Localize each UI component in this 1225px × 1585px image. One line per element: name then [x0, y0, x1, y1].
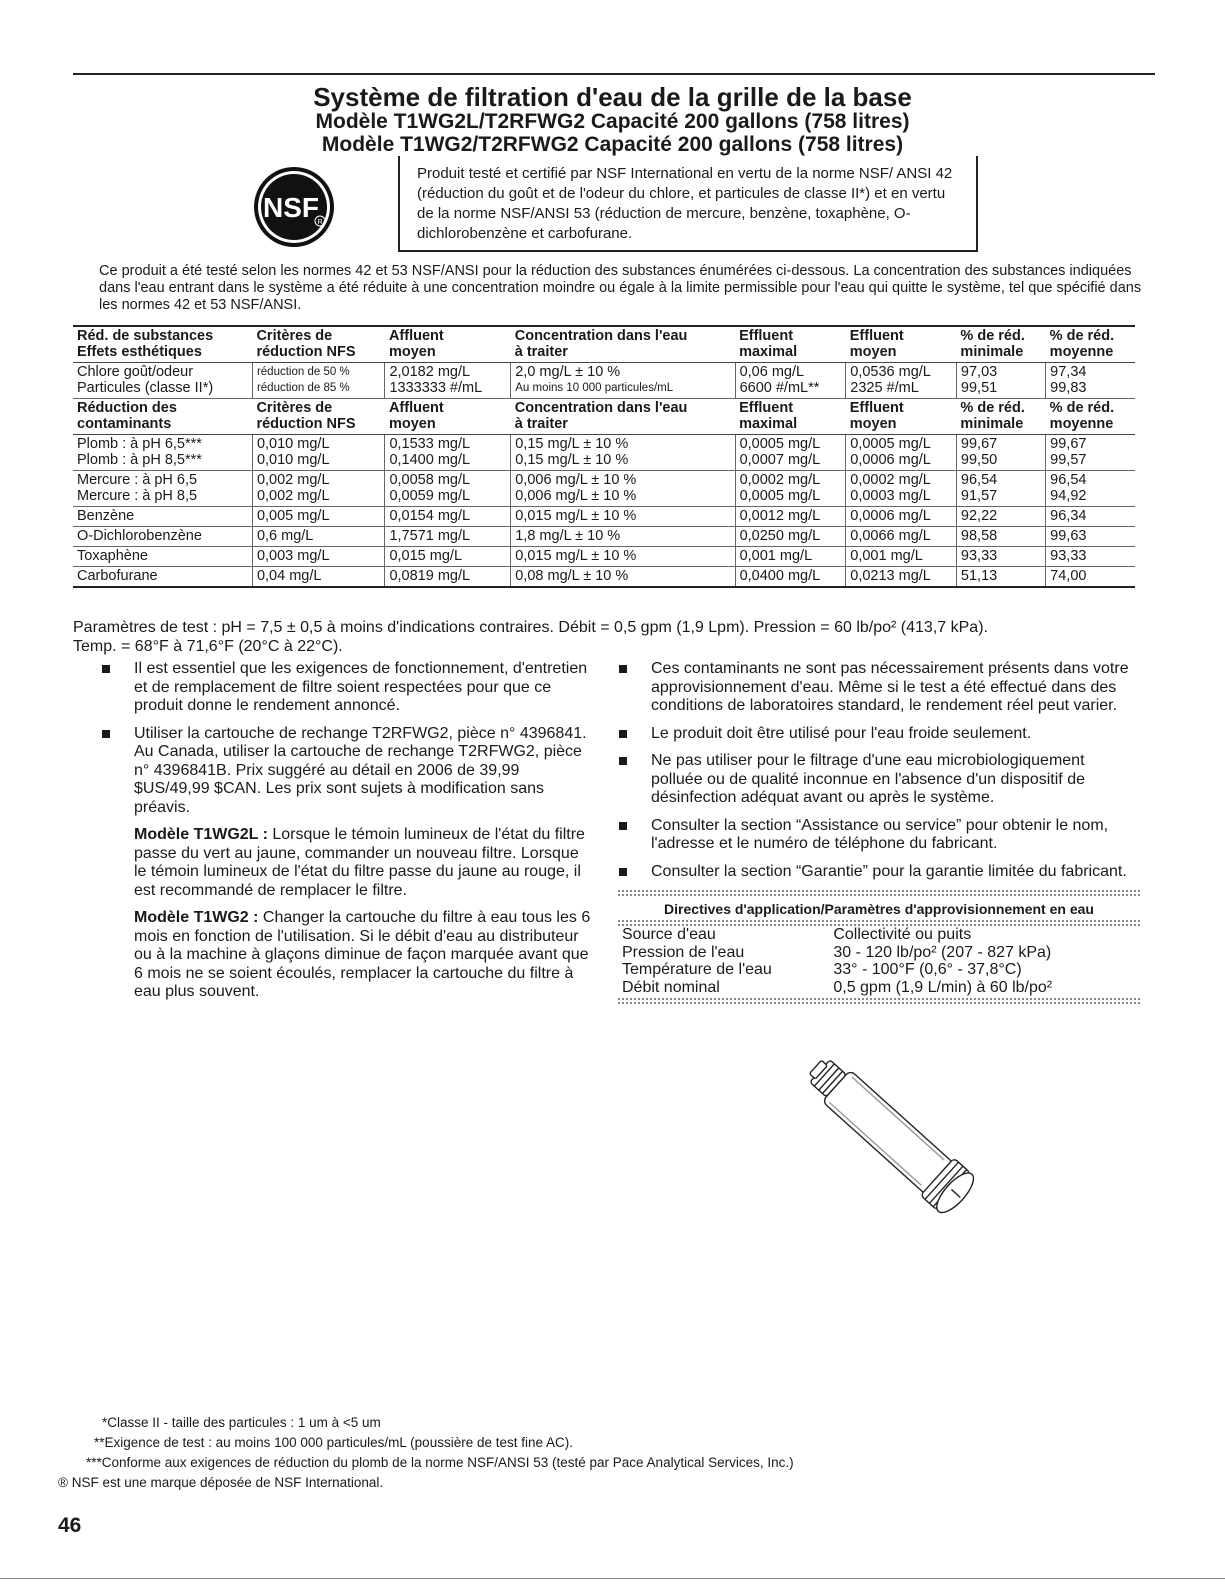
bottom-rule [0, 1578, 1225, 1579]
test-parameters: Paramètres de test : pH = 7,5 ± 0,5 à moins d'indications contraires. Débit = 0,5 gpm (1,9 Lpm). Pression = 60 lb/po² (413,7 kPa). Temp. = 68°F à 71,6°F (20°C à 22°C). [73, 619, 988, 655]
model-subtitle-1: Modèle T1WG2L/T2RFWG2 Capacité 200 gallons (758 litres) [315, 110, 910, 133]
table-row: Benzène 0,005 mg/L 0,0154 mg/L 0,015 mg/L ± 10 % 0,0012 mg/L 0,0006 mg/L 92,22 96,34 [73, 507, 1135, 527]
filter-cartridge-illustration [785, 1040, 1005, 1240]
bullet-icon [102, 665, 110, 673]
footnote-1: *Classe II - taille des particules : 1 um à <5 um [102, 1415, 381, 1430]
table-row: O-Dichlorobenzène 0,6 mg/L 1,7571 mg/L 1,8 mg/L ± 10 % 0,0250 mg/L 0,0066 mg/L 98,58 99,63 [73, 527, 1135, 547]
footnote-4: ® NSF est une marque déposée de NSF International. [58, 1475, 384, 1490]
page-title: Système de filtration d'eau de la grille de la base [313, 82, 912, 112]
table-row: Plomb : à pH 6,5*** Plomb : à pH 8,5*** 0,010 mg/L 0,010 mg/L 0,1533 mg/L 0,1400 mg/L 0,15 mg/L ± 10 % 0,15 mg/L ± 10 % 0,0005 mg/L 0,0007 mg/L 0,0005 mg/L 0,0006 mg/L 99,67 99,50 99,67 99,57 [73, 435, 1135, 471]
bullet-icon [619, 665, 627, 673]
intro-paragraph: Ce produit a été testé selon les normes 42 et 53 NSF/ANSI pour la réduction des substances énumérées ci-dessous. La concentration des substances indiquées dans l'eau entrant dans le système a été réduite à une concentration moindre ou égale à la limite permissible pour l'eau qui quitte le système, tel que spécifié dans les normes 42 et 53 NSF/ANSI. [99, 263, 1142, 313]
list-item: Il est essentiel que les exigences de fonctionnement, d'entretien et de remplacement de filtre soient respectées pour que ce produit donne le rendement annoncé. [101, 660, 591, 716]
table-row: Chlore goût/odeur Particules (classe II*) réduction de 50 % réduction de 85 % 2,0182 mg/L 1333333 #/mL 2,0 mg/L ± 10 % Au moins 10 000 particules/mL 0,06 mg/L 6600 #/mL** 0,0536 mg/L 2325 #/mL 97,03 99,51 97,34 99,83 [73, 363, 1135, 399]
table-header-contaminants: Réduction des contaminants Critères de réduction NFS Affluent moyen Concentration dans l'eau à traiter Effluent maximal Effluent moyen % de réd. minimale % de réd. moyenne [73, 399, 1135, 435]
table-row: Mercure : à pH 6,5 Mercure : à pH 8,5 0,002 mg/L 0,002 mg/L 0,0058 mg/L 0,0059 mg/L 0,006 mg/L ± 10 % 0,006 mg/L ± 10 % 0,0002 mg/L 0,0005 mg/L 0,0002 mg/L 0,0003 mg/L 96,54 91,57 96,54 94,92 [73, 471, 1135, 507]
svg-text:NSF: NSF [263, 192, 319, 223]
table-row: Carbofurane 0,04 mg/L 0,0819 mg/L 0,08 mg/L ± 10 % 0,0400 mg/L 0,0213 mg/L 51,13 74,00 [73, 567, 1135, 588]
directives-title: Directives d'application/Paramètres d'approvisionnement en eau [664, 901, 1094, 917]
page-number: 46 [58, 1514, 82, 1537]
right-column [618, 660, 1140, 1004]
bullet-icon [619, 730, 627, 738]
footnote-3: ***Conforme aux exigences de réduction du plomb de la norme NSF/ANSI 53 (testé par Pace Analytical Services, Inc.) [86, 1455, 794, 1470]
bullet-icon [102, 730, 110, 738]
divider [618, 998, 1140, 1004]
list-item: Le produit doit être utilisé pour l'eau froide seulement. [618, 725, 1140, 744]
list-item: Consulter la section “Garantie” pour la garantie limitée du fabricant. [618, 863, 1140, 882]
table-row: Température de l'eau 33° - 100°F (0,6° - 37,8°C) [622, 961, 1022, 978]
top-rule [73, 73, 1155, 75]
bullet-icon [619, 868, 627, 876]
list-item: Utiliser la cartouche de rechange T2RFWG2, pièce n° 4396841. Au Canada, utiliser la cartouche de rechange T2RFWG2, pièce n° 4396841B. Prix suggéré au détail en 2006 de 39,99 $US/49,99 $CAN. Les prix sont sujets à modification sans préavis. [101, 725, 591, 818]
model-t1wg2l-note: Modèle T1WG2L : Lorsque le témoin lumineux de l'état du filtre passe du vert au jaune, commander un nouveau filtre. Lorsque le témoin lumineux de l'état du filtre passe du jaune au rouge, il est recommandé de remplacer le filtre. [134, 826, 585, 899]
footnote-2: **Exigence de test : au moins 100 000 particules/mL (poussière de test fine AC). [94, 1435, 574, 1450]
left-column [101, 660, 591, 1011]
table-header-aesthetic: Réd. de substances Effets esthétiques Critères de réduction NFS Affluent moyen Concentration dans l'eau à traiter Effluent maximal Effluent moyen % de réd. minimale % de réd. moyenne [73, 326, 1135, 363]
table-row: Pression de l'eau 30 - 120 lb/po² (207 - 827 kPa) [622, 943, 1052, 961]
divider [618, 890, 1140, 896]
nsf-logo [251, 164, 337, 250]
list-item: Ne pas utiliser pour le filtrage d'une eau microbiologiquement polluée ou de qualité inconnue en l'absence d'un dispositif de désinfection adéquat avant ou après le système. [618, 752, 1140, 808]
model-t1wg2-note: Modèle T1WG2 : Changer la cartouche du filtre à eau tous les 6 mois en fonction de l'utilisation. Si le débit d'eau au distributeur ou à la machine à glaçons diminue de façon marquée avant que 6 mois ne se soient écoulés, remplacer la cartouche du filtre à eau plus souvent. [134, 909, 591, 1000]
directives-table [622, 926, 1142, 996]
footnotes [58, 1413, 794, 1493]
table-row: Toxaphène 0,003 mg/L 0,015 mg/L 0,015 mg/L ± 10 % 0,001 mg/L 0,001 mg/L 93,33 93,33 [73, 547, 1135, 567]
list-item: Consulter la section “Assistance ou service” pour obtenir le nom, l'adresse et le numéro de téléphone du fabricant. [618, 817, 1140, 854]
table-row: Source d'eau Collectivité ou puits [622, 926, 972, 943]
table-row: Débit nominal 0,5 gpm (1,9 L/min) à 60 lb/po² [622, 978, 1053, 996]
list-item: Ces contaminants ne sont pas nécessairement présents dans votre approvisionnement d'eau. Même si le test a été effectué dans des conditions de laboratoires standard, le rendement réel peut varier. [618, 660, 1140, 716]
svg-text:R: R [317, 219, 323, 226]
performance-table [73, 325, 1135, 588]
model-subtitle-2: Modèle T1WG2/T2RFWG2 Capacité 200 gallons (758 litres) [321, 133, 904, 156]
bullet-icon [619, 822, 627, 830]
bullet-icon [619, 757, 627, 765]
certification-box: Produit testé et certifié par NSF International en vertu de la norme NSF/ ANSI 42 (réduction du goût et de l'odeur du chlore, et particules de classe II*) et en vertu de la norme NSF/ANSI 53 (réduction de mercure, benzène, toxaphène, O-dichlorobenzène et carbofurane. [398, 156, 978, 252]
